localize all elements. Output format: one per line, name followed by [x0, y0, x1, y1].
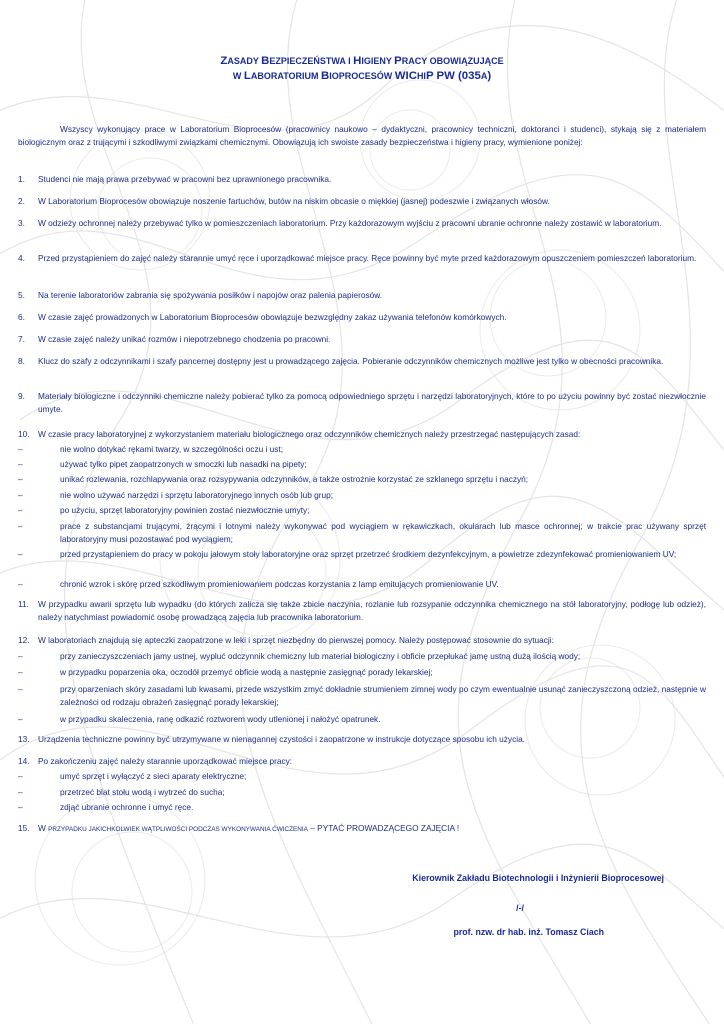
title-line-1 [0, 54, 724, 69]
rule-number: 1. [18, 174, 25, 184]
sub-item-text: przy zanieczyszczeniach jamy ustnej, wypluć odczynnik chemiczny lub materiał biologiczny i obficie przepłukać jamę ustną dużą ilością wody; [60, 651, 581, 661]
intro-paragraph [18, 123, 706, 149]
sub-item-text: chronić wzrok i skórę przed szkodliwym promieniowaniem podczas korzystania z lamp emitujących promieniowanie UV. [60, 579, 499, 589]
rule-text: Po zakończeniu zajęć należy starannie uporządkować miejsce pracy: [38, 756, 293, 766]
title-fragment: IOPROCESÓW [329, 71, 395, 81]
title-fragment: H [353, 55, 362, 67]
sub-item-text: przetrzeć blat stołu wodą i wytrzeć do sucha; [60, 787, 225, 797]
title-line-2 [0, 69, 724, 84]
rule-number: 13. [18, 734, 30, 744]
rule-text: W czasie zajęć należy unikać rozmów i niepotrzebnego chodzenia po pracowni. [38, 334, 331, 344]
rule-number: 4. [18, 253, 25, 263]
dash-bullet: – [18, 684, 23, 694]
rule-text: W czasie zajęć prowadzonych w Laboratorium Bioprocesów obowiązuje bezwzględny zakaz używania telefonów komórkowych. [38, 312, 507, 322]
rule-number: 5. [18, 290, 25, 300]
rule-number: 14. [18, 756, 30, 766]
dash-bullet: – [18, 444, 23, 454]
title-fragment: L [243, 70, 251, 82]
rule-number: 11. [18, 599, 29, 609]
title-fragment: P [394, 55, 402, 67]
rule-text: Na terenie laboratoriów zabrania się spożywania posiłków i napojów oraz palenia papierosów. [38, 290, 383, 300]
sub-item-text: po użyciu, sprzęt laboratoryjny powinien zostać niezwłocznie umyty; [60, 505, 310, 515]
title-fragment: P PW (035 [425, 70, 481, 82]
sub-item-text: prace z substancjami trującymi, żrącymi i lotnymi należy wykonywać pod wyciągiem w rękawiczkach, okularach lub masce ochronnej; w trakcie prac używany sprzęt laboratoryjny musi pozostawać pod wyciągiem; [60, 521, 706, 544]
title-fragment: HI [416, 71, 426, 81]
rule-number: 9. [18, 391, 25, 401]
rule-text: Materiały biologiczne i odczynniki chemiczne należy pobierać tylko za pomocą odpowiedniego sprzętu i narzędzi laboratoryjnych, które to po użyciu powinny być zostać niezwłocznie umyte. [38, 391, 706, 414]
dash-bullet: – [18, 459, 23, 469]
dash-bullet: – [18, 651, 23, 661]
dash-bullet: – [18, 490, 23, 500]
sub-item-text: nie wolno dotykać rękami twarzy, w szczególności oczu i ust; [60, 444, 284, 454]
title-fragment: W [232, 71, 244, 81]
title-fragment: EZPIECZEŃSTWA I [269, 56, 354, 66]
rule-text [38, 822, 706, 836]
sub-item-text: przed przystąpieniem do pracy w pokoju jałowym stoły laboratoryjne oraz sprzęt przetrzeć środkiem dezynfekcyjnym, a powietrze zdezynfekować promieniowaniem UV; [60, 549, 677, 559]
sub-item-text: przy oparzeniach skóry zasadami lub kwasami, przede wszystkim zmyć dokładnie strumieniem zimnej wody po czym ewentualnie usunąć zanieczyszczoną odzież, następnie w zależności od rodzaju obrażeń zasięgnąć porady lekarskiej; [60, 684, 706, 707]
rule-number: 10. [18, 429, 30, 439]
sub-item-text: umyć sprzęt i wyłączyć z sieci aparaty elektryczne; [60, 771, 247, 781]
signature-name: prof. nzw. dr hab. inż. Tomasz Ciach [453, 927, 604, 937]
rule-number: 12. [18, 635, 30, 645]
rule-text: W odzieży ochronnej należy przebywać tylko w pomieszczeniach laboratorium. Przy każdorazowym wyjściu z pracowni ubranie ochronne należy zostawić w laboratorium. [38, 218, 662, 228]
intro-text: Wszyscy wykonujący prace w Laboratorium Bioprocesów (pracownicy naukowo – dydaktyczni, pracownicy techniczni, doktoranci i studenci), stykają się z materiałem biologicznym oraz z trującymi i szkodliwymi związkami chemicznymi. Obowiązują ich swoiste zasady bezpieczeństwa i higieny pracy, wymienione poniżej: [18, 124, 706, 147]
signature-position: Kierownik Zakładu Biotechnologii i Inżynierii Bioprocesowej [412, 873, 664, 883]
title-fragment: IGIENY [361, 56, 395, 66]
title-fragment: A [480, 71, 488, 81]
rule-number: 7. [18, 334, 25, 344]
dash-bullet: – [18, 521, 23, 531]
dash-bullet: – [18, 667, 23, 677]
rule-15-fragment: – PYTAĆ PROWADZĄCEGO ZAJĘCIA ! [307, 823, 460, 833]
rule-number: 15. [18, 823, 30, 833]
rule-text: Urządzenia techniczne powinny być utrzymywane w nienagannej czystości i zaopatrzone w instrukcje dotyczące sposobu ich użycia. [38, 734, 525, 744]
dash-bullet: – [18, 771, 23, 781]
sub-item-text: nie wolno używać narzędzi i sprzętu laboratoryjnego innych osób lub grup; [60, 490, 334, 500]
dash-bullet: – [18, 579, 23, 589]
dash-bullet: – [18, 549, 23, 559]
title-fragment: B [261, 55, 270, 67]
rule-text: Przed przystąpieniem do zajęć należy starannie umyć ręce i uporządkować miejsce pracy. Ręce powinny być myte przed każdorazowym opuszczeniem pomieszczeń laboratorium. [38, 253, 697, 263]
title-fragment: Z [220, 55, 228, 67]
dash-bullet: – [18, 787, 23, 797]
title-fragment: RACY OBOWIĄZUJĄCE [401, 56, 504, 66]
rule-text: Studenci nie mają prawa przebywać w pracowni bez uprawnionego pracownika. [38, 174, 332, 184]
document-title [0, 54, 724, 84]
sub-item-text: w przypadku poparzenia oka, oczodół przemyć obficie wodą a następnie zasięgnąć porady lekarskiej; [60, 667, 433, 677]
title-fragment: WIC [394, 70, 417, 82]
rule-text: W czasie pracy laboratoryjnej z wykorzystaniem materiału biologicznego oraz odczynników chemicznych należy przestrzegać następujących zasad: [38, 429, 581, 439]
rule-number: 6. [18, 312, 25, 322]
rule-15-fragment: W [38, 823, 49, 833]
title-fragment: ) [487, 70, 492, 82]
sub-item-text: unikać rozlewania, rozchlapywania oraz rozsypywania odczynników, a także ostrożnie korzystać ze szklanego sprzętu i naczyń; [60, 474, 529, 484]
title-fragment: ABORATORIUM [250, 71, 322, 81]
rule-text: W przypadku awarii sprzętu lub wypadku (do których zalicza się także zbicie naczynia, rozlanie lub rozsypanie odczynnika chemicznego na stół laboratoryjny, podłogę lub odzież), należy natychmiast powiadomić osobę prowadzącą zajęcia lub pracownika laboratorium. [38, 599, 706, 622]
sub-item-text: używać tylko pipet zaopatrzonych w smoczki lub nasadki na pipety; [60, 459, 307, 469]
signature-mark: /-/ [516, 903, 524, 913]
dash-bullet: – [18, 714, 23, 724]
title-fragment: B [321, 70, 330, 82]
rule-text: Klucz do szafy z odczynnikami i szafy pancernej dostępny jest u prowadzącego zajęcia. Pobieranie odczynników chemicznych możliwe jest tylko w obecności pracownika. [38, 356, 664, 366]
dash-bullet: – [18, 802, 23, 812]
rule-text: W laboratoriach znajdują się apteczki zaopatrzone w leki i sprzęt niezbędny do pierwszej pomocy. Należy postępować stosownie do sytuacji: [38, 635, 554, 645]
sub-item-text: w przypadku skaleczenia, ranę odkazić roztworem wody utlenionej i nałożyć opatrunek. [60, 714, 381, 724]
rule-number: 2. [18, 196, 25, 206]
dash-bullet: – [18, 474, 23, 484]
dash-bullet: – [18, 505, 23, 515]
rule-number: 3. [18, 218, 25, 228]
title-fragment: ASADY [227, 56, 262, 66]
rule-15-fragment: PRZYPADKU JAKICHKOLWIEK WĄTPLIWOŚCI PODCZAS WYKONYWANIA ĆWICZENIA [48, 826, 308, 833]
rule-number: 8. [18, 356, 25, 366]
rule-text: W Laboratorium Bioprocesów obowiązuje noszenie fartuchów, butów na niskim obcasie o miękkiej (jasnej) podeszwie i związanych włosów. [38, 196, 550, 206]
sub-item-text: zdjąć ubranie ochronne i umyć ręce. [60, 802, 194, 812]
